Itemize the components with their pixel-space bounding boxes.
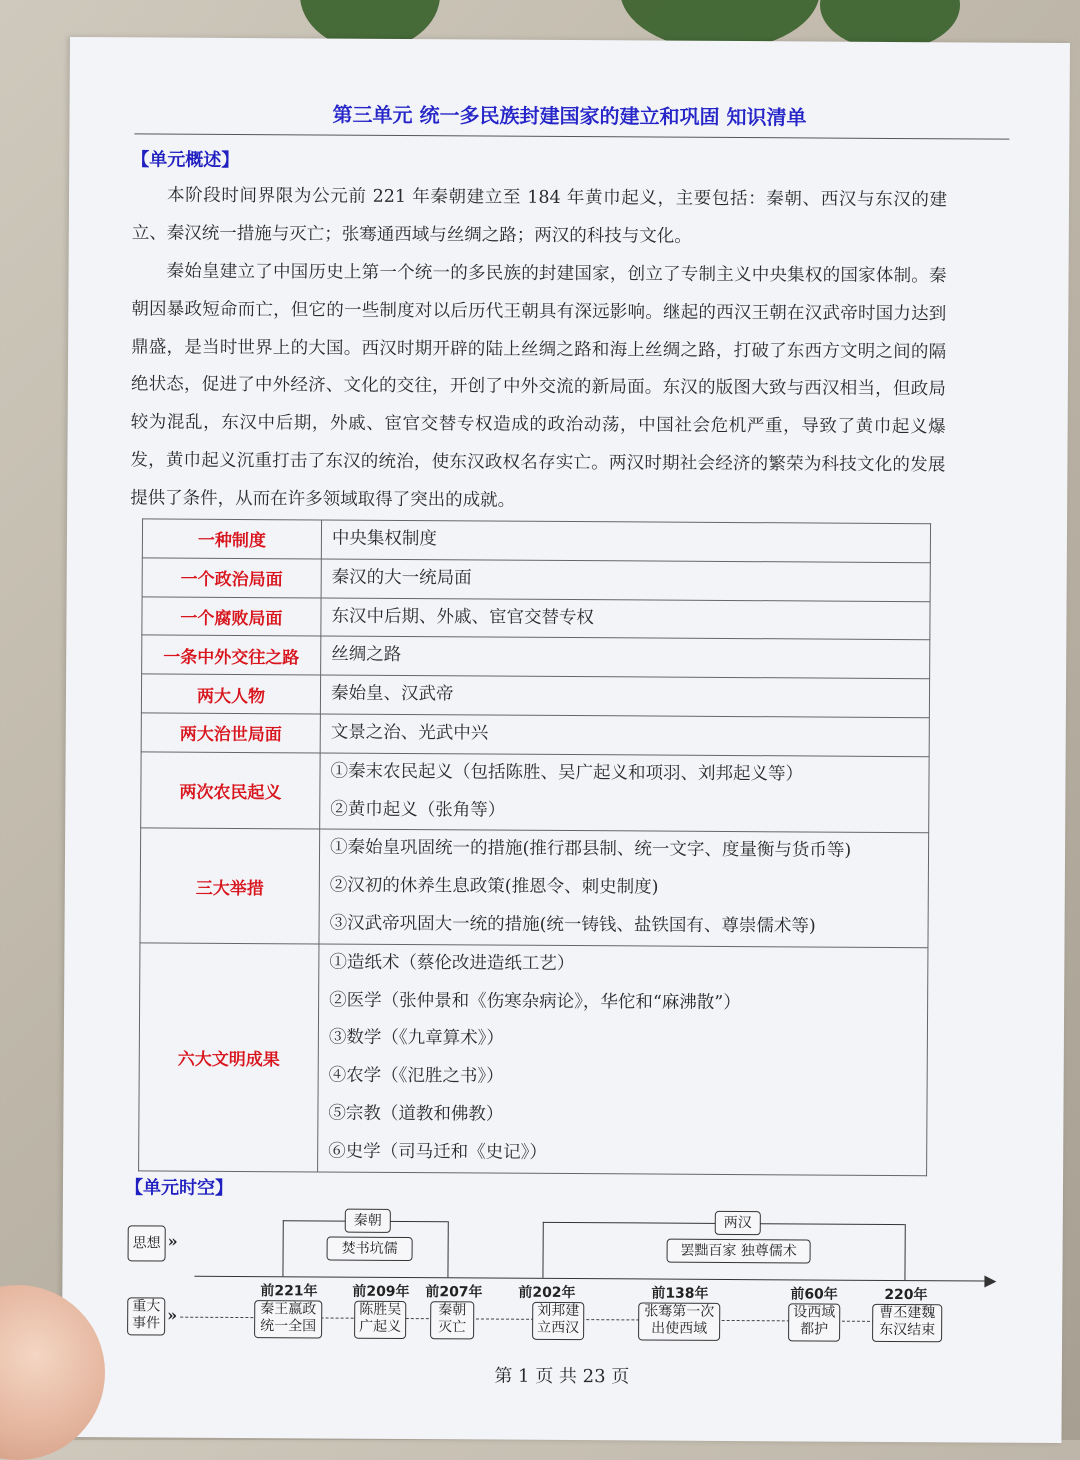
table-item: ②黄巾起义（张角等） <box>330 799 506 821</box>
table-content <box>320 675 929 718</box>
qin-bracket <box>282 1220 283 1276</box>
document-page <box>61 37 1070 1443</box>
event-text: 陈胜吴 <box>359 1301 402 1318</box>
table-content <box>321 598 930 641</box>
table-item: ⑥史学（司马迁和《史记》） <box>328 1141 548 1163</box>
table-category: 一条中外交往之路 <box>142 635 321 675</box>
table-item: 文景之治、光武中兴 <box>330 722 489 744</box>
document-title: 第三单元 统一多民族封建国家的建立和巩固 知识清单 <box>332 102 807 130</box>
overview-paragraph-1: 本阶段时间界限为公元前 221 年秦朝建立至 184 年黄巾起义，主要包括：秦朝、西汉与东汉的建立、秦汉统一措施与灭亡；张骞通西域与丝绸之路；两汉的科技与文化。 <box>131 185 948 247</box>
year-label: 前207年 <box>425 1284 483 1301</box>
event-text: 曹丕建魏 <box>879 1304 936 1322</box>
table-item: ④农学（《氾胜之书》） <box>328 1065 504 1087</box>
table-row <box>141 674 929 718</box>
table-content <box>318 944 928 1175</box>
overview-heading: 【单元概述】 <box>131 149 240 171</box>
table-row <box>139 943 928 1176</box>
table-item: ①秦始皇巩固统一的措施(推行郡县制、统一文字、度量衡与货币等) <box>329 837 852 862</box>
event-text: 统一全国 <box>260 1318 317 1335</box>
table-item: 东汉中后期、外戚、宦官交替专权 <box>331 606 595 628</box>
table-content <box>320 714 929 757</box>
event-box <box>788 1303 840 1341</box>
table-content <box>319 829 929 947</box>
event-text: 都护 <box>800 1321 829 1338</box>
han-bracket <box>542 1222 543 1278</box>
han-bracket <box>904 1224 905 1280</box>
event-text: 秦王嬴政 <box>260 1301 317 1318</box>
event-text: 广起义 <box>359 1318 402 1335</box>
table-category: 一个政治局面 <box>142 558 321 598</box>
table-content <box>321 636 930 679</box>
table-row <box>142 596 930 640</box>
table-row <box>141 713 929 757</box>
table-item: ③汉武帝巩固大一统的措施(统一铸钱、盐铁国有、尊崇儒术等) <box>329 913 816 937</box>
event-box <box>532 1302 584 1340</box>
dynasty-han-label: 两汉 <box>715 1211 761 1235</box>
table-row <box>142 635 930 679</box>
row-label-text: 事件 <box>132 1315 161 1332</box>
event-text: 设西域 <box>793 1304 836 1321</box>
event-box <box>872 1304 942 1342</box>
event-text: 秦朝 <box>438 1302 467 1319</box>
han-thought-box: 罢黜百家 独尊儒术 <box>667 1239 811 1264</box>
event-text: 张骞第一次 <box>644 1303 715 1320</box>
table-item: ①秦末农民起义（包括陈胜、吴广起义和项羽、刘邦起义等） <box>330 761 804 785</box>
table-category: 一种制度 <box>142 519 321 559</box>
year-label: 前202年 <box>518 1284 576 1302</box>
dynasty-qin-label: 秦朝 <box>345 1209 391 1233</box>
table-row <box>142 558 930 602</box>
table-content <box>320 753 929 833</box>
table-category: 两大治世局面 <box>141 713 320 753</box>
event-box <box>430 1301 474 1339</box>
row-label-text: 重大 <box>132 1298 161 1315</box>
event-text: 东汉结束 <box>879 1321 936 1339</box>
year-label: 220年 <box>884 1286 928 1304</box>
knowledge-table <box>138 518 931 1175</box>
event-box <box>254 1300 322 1338</box>
table-category: 两大人物 <box>141 674 320 714</box>
table-item: 丝绸之路 <box>331 644 402 666</box>
table-item: 秦始皇、汉武帝 <box>330 683 454 705</box>
table-content <box>321 559 930 602</box>
table-category: 六大文明成果 <box>139 943 319 1172</box>
arrow-right-icon <box>984 1276 996 1288</box>
row-label-thought <box>128 1225 166 1261</box>
table-category: 两次农民起义 <box>141 752 320 830</box>
event-text: 刘邦建 <box>537 1302 580 1320</box>
table-row <box>140 828 929 947</box>
table-category: 三大举措 <box>140 828 320 943</box>
event-text: 灭亡 <box>438 1319 467 1336</box>
table-item: 中央集权制度 <box>331 528 438 550</box>
row-label-events <box>127 1297 165 1335</box>
table-item: ②医学（张仲景和《伤寒杂病论》，华佗和“麻沸散”） <box>329 990 741 1013</box>
table-item: 秦汉的大一统局面 <box>331 567 472 589</box>
year-label: 前209年 <box>352 1283 410 1301</box>
chevron-right-icon: » <box>167 1305 178 1325</box>
year-label: 前60年 <box>790 1286 838 1303</box>
qin-thought-box: 焚书坑儒 <box>327 1237 413 1262</box>
table-item: ③数学（《九章算术》） <box>328 1027 504 1049</box>
row-label-text: 思想 <box>132 1235 161 1252</box>
page-footer: 第 1 页 共 23 页 <box>494 1365 630 1388</box>
table-row <box>141 752 929 833</box>
event-box <box>638 1302 720 1341</box>
table-content <box>321 520 930 563</box>
event-box <box>354 1301 406 1339</box>
qin-bracket <box>447 1221 448 1277</box>
table-row <box>142 519 930 563</box>
timeline-heading: 【单元时空】 <box>124 1177 234 1199</box>
table-item: ②汉初的休养生息政策(推恩令、刺史制度) <box>329 875 659 898</box>
title-divider <box>134 133 1009 139</box>
table-category: 一个腐败局面 <box>142 596 321 636</box>
chevron-right-icon: » <box>167 1231 178 1251</box>
event-text: 出使西域 <box>651 1320 708 1337</box>
overview-paragraph-2: 秦始皇建立了中国历史上第一个统一的多民族的封建国家，创立了专制主义中央集权的国家体制。秦朝因暴政短命而亡，但它的一些制度对以后历代王朝具有深远影响。继起的西汉王朝在汉武帝时国力达到鼎盛，是当时世界上的大国。西汉时期开辟的陆上丝绸之路和海上丝绸之路，打破了东西方文明之间的隔绝状态，促进了中外经济、文化的交往，开创了中外交流的新局面。东汉的版图大致与西汉相当，但政局较为混乱，东汉中后期，外戚、宦官交替专权造成的政治动荡，中国社会危机严重，导致了黄巾起义爆发，黄巾起义沉重打击了东汉的统治，使东汉政权名存实亡。两汉时期社会经济的繁荣为科技文化的发展提供了条件，从而在许多领域取得了突出的成就。 <box>130 261 947 511</box>
year-label: 前138年 <box>651 1285 709 1302</box>
table-item: ⑤宗教（道教和佛教） <box>328 1103 504 1125</box>
table-item: ①造纸术（蔡伦改进造纸工艺） <box>329 952 575 974</box>
event-text: 立西汉 <box>537 1319 580 1337</box>
year-label: 前221年 <box>260 1283 318 1300</box>
